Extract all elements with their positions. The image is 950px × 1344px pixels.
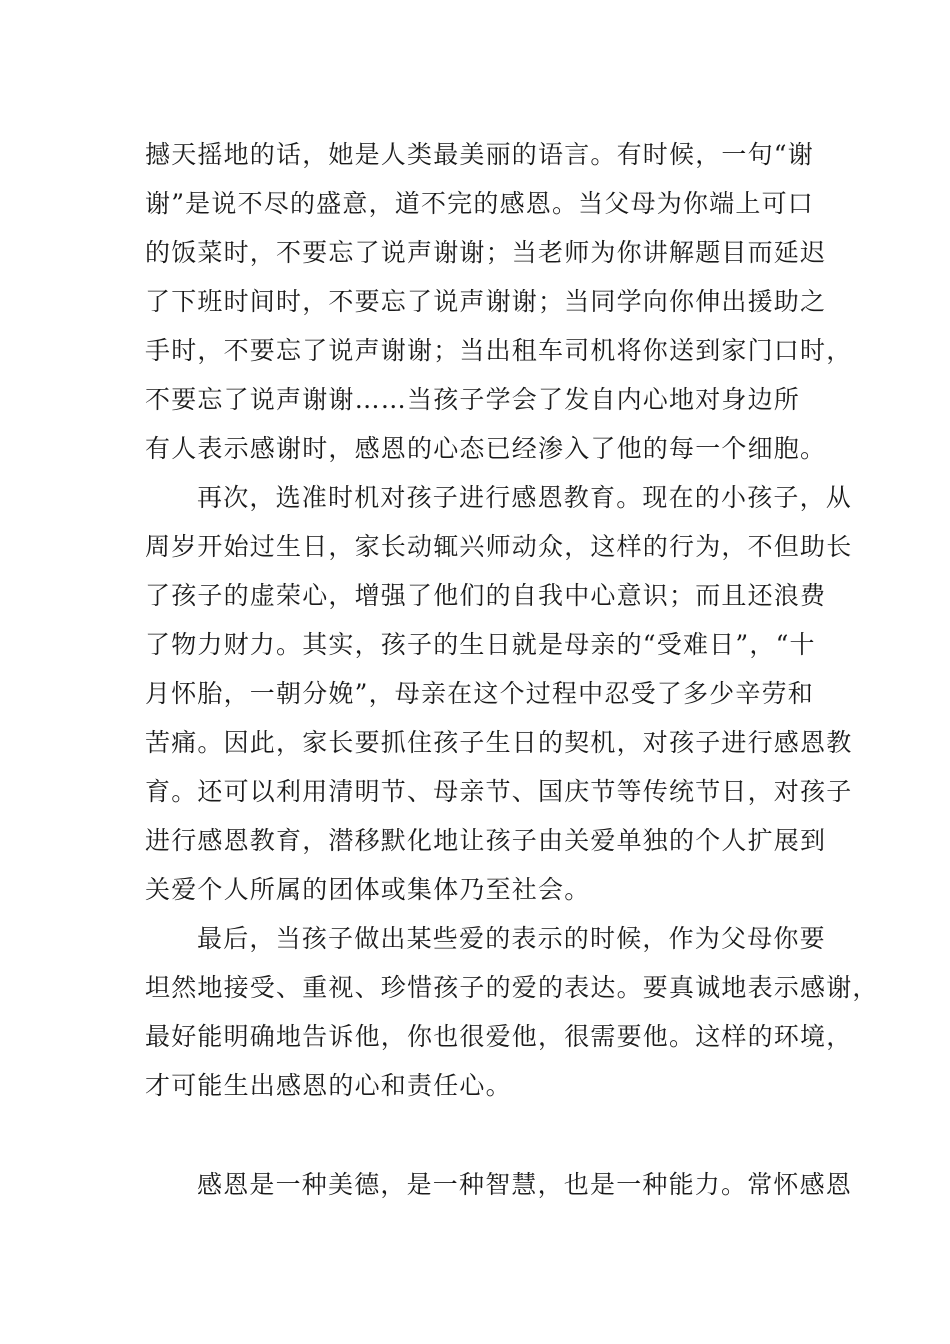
text-line: 苦痛。因此，家长要抓住孩子生日的契机，对孩子进行感恩教: [145, 728, 853, 757]
document-body: [145, 130, 879, 1209]
paragraph-timing: [145, 473, 853, 914]
text-line: 了孩子的虚荣心，增强了他们的自我中心意识；而且还浪费: [145, 581, 827, 610]
text-line: 周岁开始过生日，家长动辄兴师动众，这样的行为，不但助长: [145, 532, 853, 561]
text-line: 才可能生出感恩的心和责任心。: [145, 1071, 512, 1100]
text-line: 再次，选准时机对孩子进行感恩教育。现在的小孩子，从: [197, 483, 853, 512]
text-line: 了下班时间时，不要忘了说声谢谢；当同学向你伸出援助之: [145, 287, 827, 316]
paragraph-thanks: [145, 130, 853, 473]
text-line: 坦然地接受、重视、珍惜孩子的爱的表达。要真诚地表示感谢，: [145, 973, 879, 1002]
text-line: 育。还可以利用清明节、母亲节、国庆节等传统节日，对孩子: [145, 777, 853, 806]
text-line: 月怀胎，一朝分娩”，母亲在这个过程中忍受了多少辛劳和: [145, 679, 814, 708]
text-line: 撼天摇地的话，她是人类最美丽的语言。有时候，一句“谢: [145, 140, 814, 169]
text-line: 了物力财力。其实，孩子的生日就是母亲的“受难日”，“十: [145, 630, 816, 659]
text-line: 最后，当孩子做出某些爱的表示的时候，作为父母你要: [197, 924, 826, 953]
text-line: 最好能明确地告诉他，你也很爱他，很需要他。这样的环境，: [145, 1022, 853, 1051]
text-line: 关爱个人所属的团体或集体乃至社会。: [145, 875, 591, 904]
paragraph-conclusion: [145, 1160, 853, 1209]
paragraph-finally: [145, 914, 879, 1110]
text-line: 谢”是说不尽的盛意，道不完的感恩。当父母为你端上可口: [145, 189, 814, 218]
paragraph-spacer: [145, 1110, 810, 1160]
text-line: 的饭菜时，不要忘了说声谢谢；当老师为你讲解题目而延迟: [145, 238, 827, 267]
text-line: 感恩是一种美德，是一种智慧，也是一种能力。常怀感恩: [197, 1170, 853, 1199]
text-line: 不要忘了说声谢谢……当孩子学会了发自内心地对身边所: [145, 385, 801, 414]
text-line: 进行感恩教育，潜移默化地让孩子由关爱单独的个人扩展到: [145, 826, 827, 855]
text-line: 手时，不要忘了说声谢谢；当出租车司机将你送到家门口时，: [145, 336, 853, 365]
text-line: 有人表示感谢时，感恩的心态已经渗入了他的每一个细胞。: [145, 434, 827, 463]
